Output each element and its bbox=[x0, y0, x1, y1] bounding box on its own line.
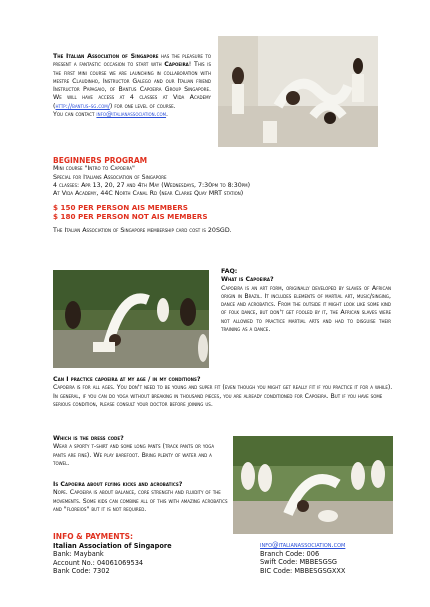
payments-bank-code: Bank Code: 7302 bbox=[53, 567, 110, 576]
program-heading: BEGINNERS PROGRAM bbox=[53, 156, 148, 165]
payments-branch: Branch Code: 006 bbox=[260, 549, 320, 558]
faq-intro bbox=[221, 268, 391, 334]
faq-block-3 bbox=[53, 435, 228, 468]
payments-email-link[interactable]: info@italianassociation.com bbox=[260, 541, 346, 549]
contact-suffix: . bbox=[166, 111, 169, 119]
capoeira-photo-middle bbox=[53, 270, 209, 368]
faq-a1: Capoeira is an art form, originally developed by slaves of African origin in Brazil. It includes elements of martial art, music/singing, dance and acrobatics. From the outside it might look like some kind of folk dance, but don't get fooled by it, the African slaves were not allowed to practice martial arts and had to disguise their training as a dance. bbox=[221, 284, 391, 334]
payments-org: Italian Association of Singapore bbox=[53, 541, 172, 550]
faq-a2: Capoeira is for all ages. You don't need to be young and super fit (even though you might get really fit if you practice it for a while). In general, if you can do yoga without breaking in thousand pieces, you are already conditioned for Capoeira. But if you have some serious condition, please consult your doctor before joining us. bbox=[53, 384, 393, 408]
price-members: $ 150 PER PERSON AIS MEMBERS bbox=[53, 203, 188, 213]
contact-email-link[interactable]: info@italianassociation.com bbox=[96, 111, 167, 119]
payments-bic: BIC Code: MBBESGSGXXX bbox=[260, 566, 346, 575]
course-line: Mini course "Intro to Capoeira" bbox=[53, 165, 135, 173]
faq-q3: Which is the dress code? bbox=[53, 435, 124, 442]
intro-text-1: has the pleasure to present a fantastic occasion to start with bbox=[53, 53, 211, 69]
faq-block-4 bbox=[53, 481, 228, 514]
payments-swift: Swift Code: MBBESGSG bbox=[260, 558, 337, 567]
org-name: The Italian Association of Singapore bbox=[53, 53, 159, 60]
price-non-members: $ 180 PER PERSON NOT AIS MEMBERS bbox=[53, 211, 208, 221]
special-line: Special for Italians Association of Singapore bbox=[53, 173, 167, 181]
bantus-site-link[interactable]: http://bantus-sg.com/ bbox=[55, 102, 110, 110]
faq-q2: Can I practice capoeira at my age / in my conditions? bbox=[53, 376, 201, 383]
faq-q4: Is Capoeira about flying kicks and acrobatics? bbox=[53, 481, 183, 488]
intro-text-2: ! This is the first mini course we are launching in collaboration with mestre Claudinho, Instructor Galego and our Italian friend Instructor Papagaio, of Bantus Capoeira Group Singapore. We will have access at 4 classes at Vida Academy ( bbox=[53, 61, 211, 110]
program-section bbox=[53, 157, 393, 235]
payments-heading: INFO & PAYMENTS: bbox=[53, 532, 134, 541]
classes-line: 4 classes: Apr 13, 20, 27 and 4th May (Wednesdays, 7:30pm to 8:30pm) bbox=[53, 181, 251, 189]
capoeira-photo-top bbox=[218, 36, 378, 147]
faq-q1: What is Capoeira? bbox=[221, 276, 274, 284]
intro-text-3: ) for one level of course. bbox=[109, 102, 176, 110]
capoeira-photo-bottom bbox=[233, 436, 393, 534]
faq-a3: Wear a sporty t-shirt and some long pants (track pants or yoga pants are fine). We play barefoot. Bring plenty of water and a towel. bbox=[53, 443, 215, 467]
faq-block-2 bbox=[53, 376, 393, 409]
venue-line: At Vida Academy, 44C North Canal Rd (near Clarke Quay MRT station) bbox=[53, 190, 244, 198]
faq-a4: Nope. Capoeira is about balance, core strength and fluidity of the movements. Some kids can combine all of this with amazing acrobatics and "floreios" but it is not required. bbox=[53, 489, 228, 513]
payments-right bbox=[260, 541, 400, 575]
capoeira-word: Capoeira bbox=[164, 61, 189, 69]
intro-paragraph bbox=[53, 53, 211, 119]
payments-account: Account No.: 04061069534 bbox=[53, 558, 144, 567]
membership-note: The Italian Association of Singapore membership card cost is 20SGD. bbox=[53, 227, 232, 235]
contact-prefix: You can contact bbox=[53, 111, 97, 119]
payments-bank: Bank: Maybank bbox=[53, 550, 104, 559]
faq-title: FAQ: bbox=[221, 268, 238, 275]
